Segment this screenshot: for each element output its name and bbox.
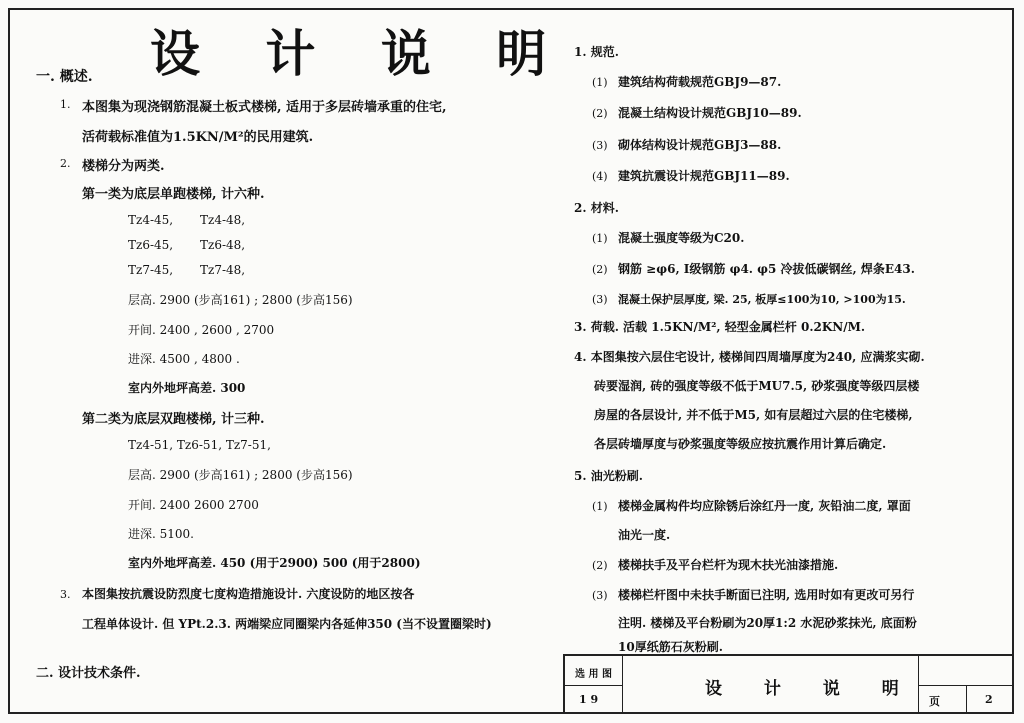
r5-item3-line2: 注明. 楼梯及平台粉刷为20厚1:2 水泥砂浆抹光, 底面粉 [618,616,917,630]
r2-item2-num: (2) [592,263,608,276]
title-block-number: 1 9 [579,693,599,706]
section2-heading: 二. 设计技术条件. [36,666,141,681]
item1-line2: 活荷载标准值为1.5KN/M²的民用建筑. [82,130,314,145]
type1-model-a2: Tz6-45, [128,238,174,252]
r3-loads: 3. 荷载. 活载 1.5KN/M², 轻型金属栏杆 0.2KN/M. [574,320,866,334]
type1-model-a1: Tz4-45, [128,213,174,227]
r2-item3-num: (3) [592,293,608,306]
r4-line1: 4. 本图集按六层住宅设计, 楼梯间四周墙厚度为240, 应满浆实砌. [574,350,925,364]
r5-item1-num: (1) [592,500,608,513]
title-block-cell-page-num [967,686,1014,714]
title-block-label: 选 用 图 [575,669,612,680]
r1-item2-text: 混凝土结构设计规范GBJ10—89. [618,106,802,120]
r1-item1-num: (1) [592,76,608,89]
item2-line2: 第一类为底层单跑楼梯, 计六种. [82,187,265,202]
item2-number: 2. [60,157,71,170]
type2-floor-height: 层高. 2900 (步高161) ; 2800 (步高156) [128,468,353,482]
r1-item1-text: 建筑结构荷载规范GBJ9—87. [618,75,782,89]
r5-item2-num: (2) [592,559,608,572]
r2-item2-text: 钢筋 ≥φ6, Ⅰ级钢筋 φ4. φ5 冷拔低碳钢丝, 焊条E43. [618,262,915,276]
title-block-name: 设 计 说 明 [705,679,917,699]
r5-item3-num: (3) [592,589,608,602]
type1-floor-height: 层高. 2900 (步高161) ; 2800 (步高156) [128,293,353,307]
r5-item3-line3: 10厚纸筋石灰粉刷. [618,640,723,654]
r5-item1-line2: 油光一度. [618,528,671,542]
r2-item1-num: (1) [592,232,608,245]
item3-line1: 本图集按抗震设防烈度七度构造措施设计. 六度设防的地区按各 [82,587,415,601]
section1-heading: 一. 概述. [36,69,93,85]
title-block-cell-num [565,686,623,714]
r2-item3-text: 混凝土保护层厚度, 梁. 25, 板厚≤100为10, >100为15. [618,293,906,306]
r2-heading: 2. 材料. [574,201,619,215]
r1-item3-num: (3) [592,139,608,152]
type1-model-b2: Tz6-48, [200,238,246,252]
type1-depth: 进深. 4500 , 4800 . [128,352,240,366]
item1-number: 1. [60,98,71,111]
type1-bay: 开间. 2400 , 2600 , 2700 [128,323,275,337]
type1-model-b3: Tz7-48, [200,263,246,277]
type1-level-diff: 室内外地坪高差. 300 [128,381,246,395]
title-block-cell-name [623,656,919,714]
type2-level-diff: 室内外地坪高差. 450 (用于2900) 500 (用于2800) [128,556,421,570]
r5-item3-line1: 楼梯栏杆图中未扶手断面已注明, 选用时如有更改可另行 [618,588,915,602]
r4-line2: 砖要湿润, 砖的强度等级不低于MU7.5, 砂浆强度等级四层楼 [594,379,920,393]
type1-model-a3: Tz7-45, [128,263,174,277]
r2-item1-text: 混凝土强度等级为C20. [618,231,745,245]
title-block-page-number: 2 [985,693,993,706]
type2-bay: 开间. 2400 2600 2700 [128,498,259,512]
title-block-page-label: 页 [929,695,940,708]
r1-heading: 1. 规范. [574,45,619,59]
r1-item4-text: 建筑抗震设计规范GBJ11—89. [618,169,790,183]
type2-models: Tz4-51, Tz6-51, Tz7-51, [128,438,271,452]
item1-line1: 本图集为现浇钢筋混凝土板式楼梯, 适用于多层砖墙承重的住宅, [82,100,447,115]
main-title: 设 计 说 明 [150,24,571,83]
type1-model-b1: Tz4-48, [200,213,246,227]
item3-number: 3. [60,588,71,601]
item2-line1: 楼梯分为两类. [82,159,165,174]
r5-heading: 5. 油光粉刷. [574,469,643,483]
r5-item2-line1: 楼梯扶手及平台栏杆为现木扶光油漆措施. [618,558,839,572]
r4-line3: 房屋的各层设计, 并不低于M5, 如有层超过六层的住宅楼梯, [594,408,913,422]
r1-item3-text: 砌体结构设计规范GBJ3—88. [618,138,782,152]
r4-line4: 各层砖墙厚度与砂浆强度等级应按抗震作用计算后确定. [594,437,887,451]
item3-line2: 工程单体设计. 但 YPt.2.3. 两端梁应同圈梁内各延伸350 (当不设置圈梁时) [82,617,492,631]
r1-item4-num: (4) [592,170,608,183]
title-block-cell-blank [919,656,1014,686]
type2-heading: 第二类为底层双跑楼梯, 计三种. [82,412,265,427]
title-block-cell-page-label [919,686,967,714]
title-block [563,654,1014,714]
r5-item1-line1: 楼梯金属构件均应除锈后涂红丹一度, 灰铅油二度, 罩面 [618,499,911,513]
r1-item2-num: (2) [592,107,608,120]
type2-depth: 进深. 5100. [128,527,194,541]
title-block-cell-label [565,656,623,686]
